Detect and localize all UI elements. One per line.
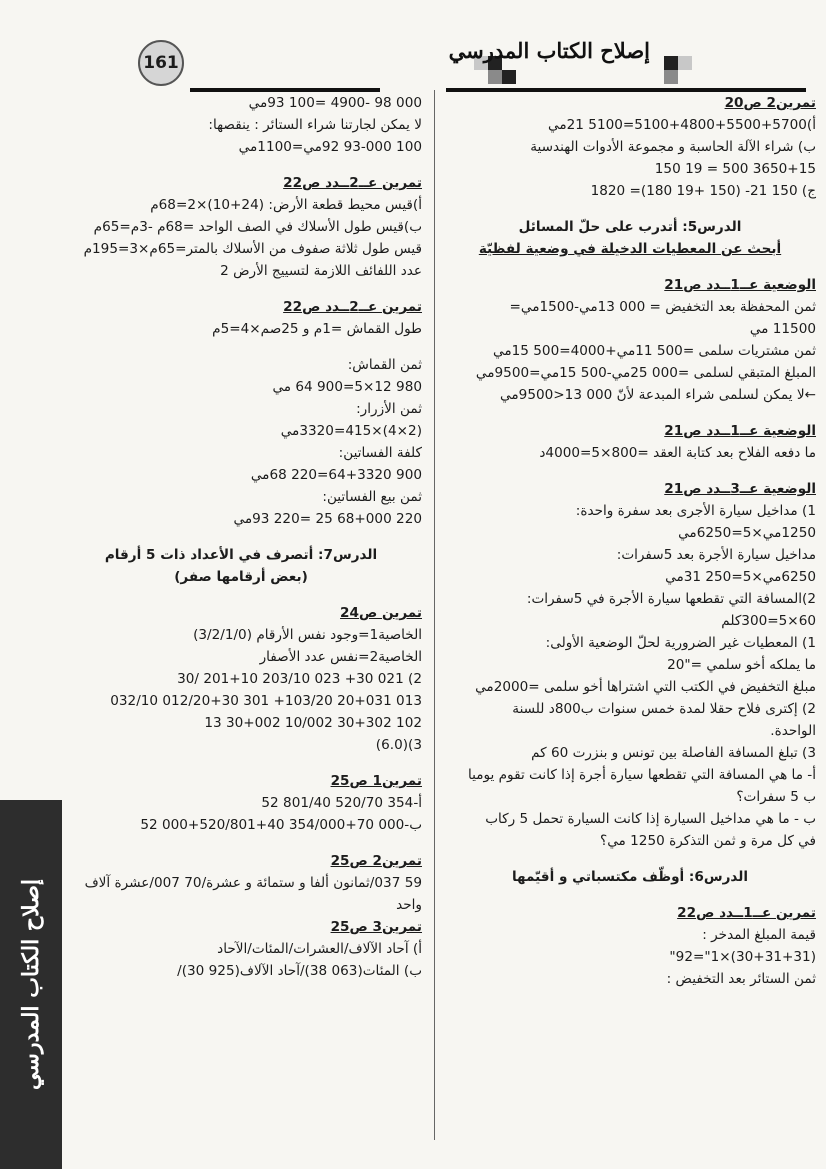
exercise-heading: تمرين1 ص25 xyxy=(330,773,422,789)
text-line: (2×4)×415=3320مي xyxy=(280,423,422,439)
spacer xyxy=(60,282,422,296)
text-line: مداخيل سيارة الأجرة بعد 5سفرات: xyxy=(616,547,816,563)
exercise-heading: الوضعية عــ1ــدد ص21 xyxy=(664,423,816,439)
spacer xyxy=(444,260,816,274)
text-line: قيمة المبلغ المدخر : xyxy=(702,927,816,943)
text-line: 1) مداخيل سيارة الأجرى بعد سفرة واحدة: xyxy=(575,503,816,519)
spacer xyxy=(60,340,422,354)
text-line: 2) إكترى فلاح حقلا لمدة خمس سنوات ب800د للسنة xyxy=(512,701,816,717)
spacer xyxy=(60,756,422,770)
text-line: لا يمكن لجارتنا شراء الستائر : ينقصها: xyxy=(208,117,422,133)
lesson-heading: الدرس7: أتصرف في الأعداد ذات 5 أرقام xyxy=(104,547,378,563)
lesson-heading: (بعض أرقامها صفر) xyxy=(174,569,308,585)
text-line: ثمن الأزرار: xyxy=(356,401,422,417)
text-line: ب) المئات(063 38)/آحاد الآلاف(925 30)/ xyxy=(177,963,422,979)
text-line: 3) تبلغ المسافة الفاصلة بين تونس و بنزرت 60 كم xyxy=(531,745,816,761)
page-header xyxy=(0,30,826,100)
text-line: طول القماش =1م و 25صم×4=5م xyxy=(212,321,422,337)
text-line: ب 5 سفرات؟ xyxy=(736,789,816,805)
spacer xyxy=(444,852,816,866)
text-line: ←لا يمكن لسلمى شراء المبدعة لأنّ 000 13<9500مي xyxy=(500,387,816,403)
text-line: قيس طول ثلاثة صفوف من الأسلاك بالمتر=65م×3=195م xyxy=(83,241,422,257)
text-line: ثمن بيع الفساتين: xyxy=(322,489,422,505)
page-number-badge: 161 xyxy=(138,40,184,86)
exercise-heading: تمرين عــ2ــدد ص22 xyxy=(283,299,422,315)
text-line: أ) آحاد الآلاف/العشرات/المئات/الآحاد xyxy=(217,941,422,957)
text-line: 3)(6.0) xyxy=(375,737,422,753)
spacer xyxy=(444,464,816,478)
text-line: ج) 150 21- (150 +19 180)= 1820 xyxy=(590,183,816,199)
text-line: ثمن القماش: xyxy=(347,357,422,373)
text-line: مبلغ التخفيض في الكتب التي اشتراها أخو سلمى =2000مي xyxy=(475,679,816,695)
text-line: 100 93-000 92مي=1100مي xyxy=(238,139,422,155)
spacer xyxy=(60,588,422,602)
exercise-heading: الوضعية عــ3ــدد ص21 xyxy=(664,481,816,497)
text-line: أ-354 520/70 801/40 52 xyxy=(261,795,422,811)
decor-square xyxy=(664,70,678,84)
lesson-heading: الدرس6: أوظّف مكتسباتي و أقيّمها xyxy=(511,869,749,885)
text-line: الخاصية2=نفس عدد الأصفار xyxy=(259,649,422,665)
text-line: 3650+15 500 = 19 150 xyxy=(654,161,816,177)
spacer xyxy=(444,202,816,216)
text-line: الخاصية1=وجود نفس الأرقام (3/2/1/0) xyxy=(193,627,422,643)
decor-square xyxy=(664,56,678,70)
text-line: واحد xyxy=(396,897,422,913)
decor-square xyxy=(678,56,692,70)
text-line: كلفة الفساتين: xyxy=(338,445,422,461)
text-line: 980 12×5=900 64 مي xyxy=(272,379,422,395)
exercise-heading: تمرين ص24 xyxy=(340,605,422,621)
right-column xyxy=(444,92,816,990)
exercise-heading: تمرين2 ص25 xyxy=(330,853,422,869)
text-line: 013 20+031 103/20+ 301 012/20+30 032/10 xyxy=(110,693,422,709)
text-line: (30+31+31)×1"=92" xyxy=(669,949,816,965)
text-line: أ- ما هي المسافة التي تقطعها سيارة أجرة إذا كانت تقوم يوميا xyxy=(467,767,816,783)
text-line: ثمن مشتريات سلمى =500 11مي+4000=500 15مي xyxy=(493,343,816,359)
text-line: 1) المعطيات غير الضرورية لحلّ الوضعية الأولى: xyxy=(545,635,816,651)
decor-square xyxy=(502,70,516,84)
left-column xyxy=(60,92,422,982)
spacer xyxy=(60,158,422,172)
text-line: ثمن المحفظة بعد التخفيض = 000 13مي-1500مي= xyxy=(509,299,816,315)
text-line: 102 30+302 10/002 30+002 13 xyxy=(204,715,422,731)
exercise-heading: تمرين2 ص20 xyxy=(724,95,816,111)
exercise-heading: تمرين عــ1ــدد ص22 xyxy=(677,905,816,921)
text-line: المبلغ المتبقي لسلمى =000 25مي-500 15مي=9500مي xyxy=(475,365,816,381)
side-tab xyxy=(0,800,62,1169)
decor-square xyxy=(488,70,502,84)
spacer xyxy=(444,888,816,902)
text-line: 60×5=300كلم xyxy=(721,613,816,629)
text-line: ثمن الستائر بعد التخفيض : xyxy=(666,971,816,987)
text-line: ما يملكه أخو سلمي ="20 xyxy=(667,657,816,673)
text-line: 220 68+000 25 =220 93مي xyxy=(233,511,422,527)
text-line: 11500 مي xyxy=(749,321,816,337)
header-title: إصلاح الكتاب المدرسي xyxy=(448,38,650,63)
text-line: 2)المسافة التي تقطعها سيارة الأجرة في 5سفرات: xyxy=(526,591,816,607)
text-line: في كل مرة و ثمن التذكرة 1250 مي؟ xyxy=(600,833,816,849)
text-line: 1250مي×5=6250مي xyxy=(678,525,816,541)
exercise-heading: أبحث عن المعطيات الدخيلة في وضعية لفظيّة xyxy=(478,241,782,257)
exercise-heading: تمرين3 ص25 xyxy=(330,919,422,935)
spacer xyxy=(60,530,422,544)
text-line: 000 98 -4900 =100 93مي xyxy=(248,95,422,111)
text-line: ب-000 70+354/000 40+520/801+000 52 xyxy=(140,817,422,833)
text-line: أ)قيس محيط قطعة الأرض: (24+10)×2=68م xyxy=(150,197,422,213)
text-line: 900 64+3320=220 68مي xyxy=(250,467,422,483)
lesson-heading: الدرس5: أتدرب على حلّ المسائل xyxy=(518,219,742,235)
spacer xyxy=(444,406,816,420)
side-tab-label: إصلاح الكتاب المدرسي xyxy=(18,879,44,1090)
column-divider xyxy=(434,90,435,1140)
exercise-heading: الوضعية عــ1ــدد ص21 xyxy=(664,277,816,293)
text-line: 2) 021 30+ 023 203/10 201+10 /30 xyxy=(177,671,422,687)
text-line: 6250مي×5=250 31مي xyxy=(665,569,816,585)
text-line: ب)قيس طول الأسلاك في الصف الواحد =68م -3م=65م xyxy=(93,219,422,235)
text-line: الواحدة. xyxy=(770,723,816,739)
text-line: ب - ما هي مداخيل السيارة إذا كانت السيارة تحمل 5 ركاب xyxy=(485,811,816,827)
text-line: ب) شراء الآلة الحاسبة و مجموعة الأدوات الهندسية xyxy=(530,139,816,155)
spacer xyxy=(60,836,422,850)
text-line: أ)5700+5500+4800+5100=5100 21مي xyxy=(548,117,816,133)
text-line: ما دفعه الفلاح بعد كتابة العقد =800×5=4000د xyxy=(539,445,816,461)
exercise-heading: تمرين عــ2ــدد ص22 xyxy=(283,175,422,191)
text-line: 59 037/ثمانون ألفا و ستمائة و عشرة/70 007/عشرة آلاف xyxy=(84,875,422,891)
text-line: عدد اللفائف اللازمة لتسييج الأرض 2 xyxy=(220,263,422,279)
